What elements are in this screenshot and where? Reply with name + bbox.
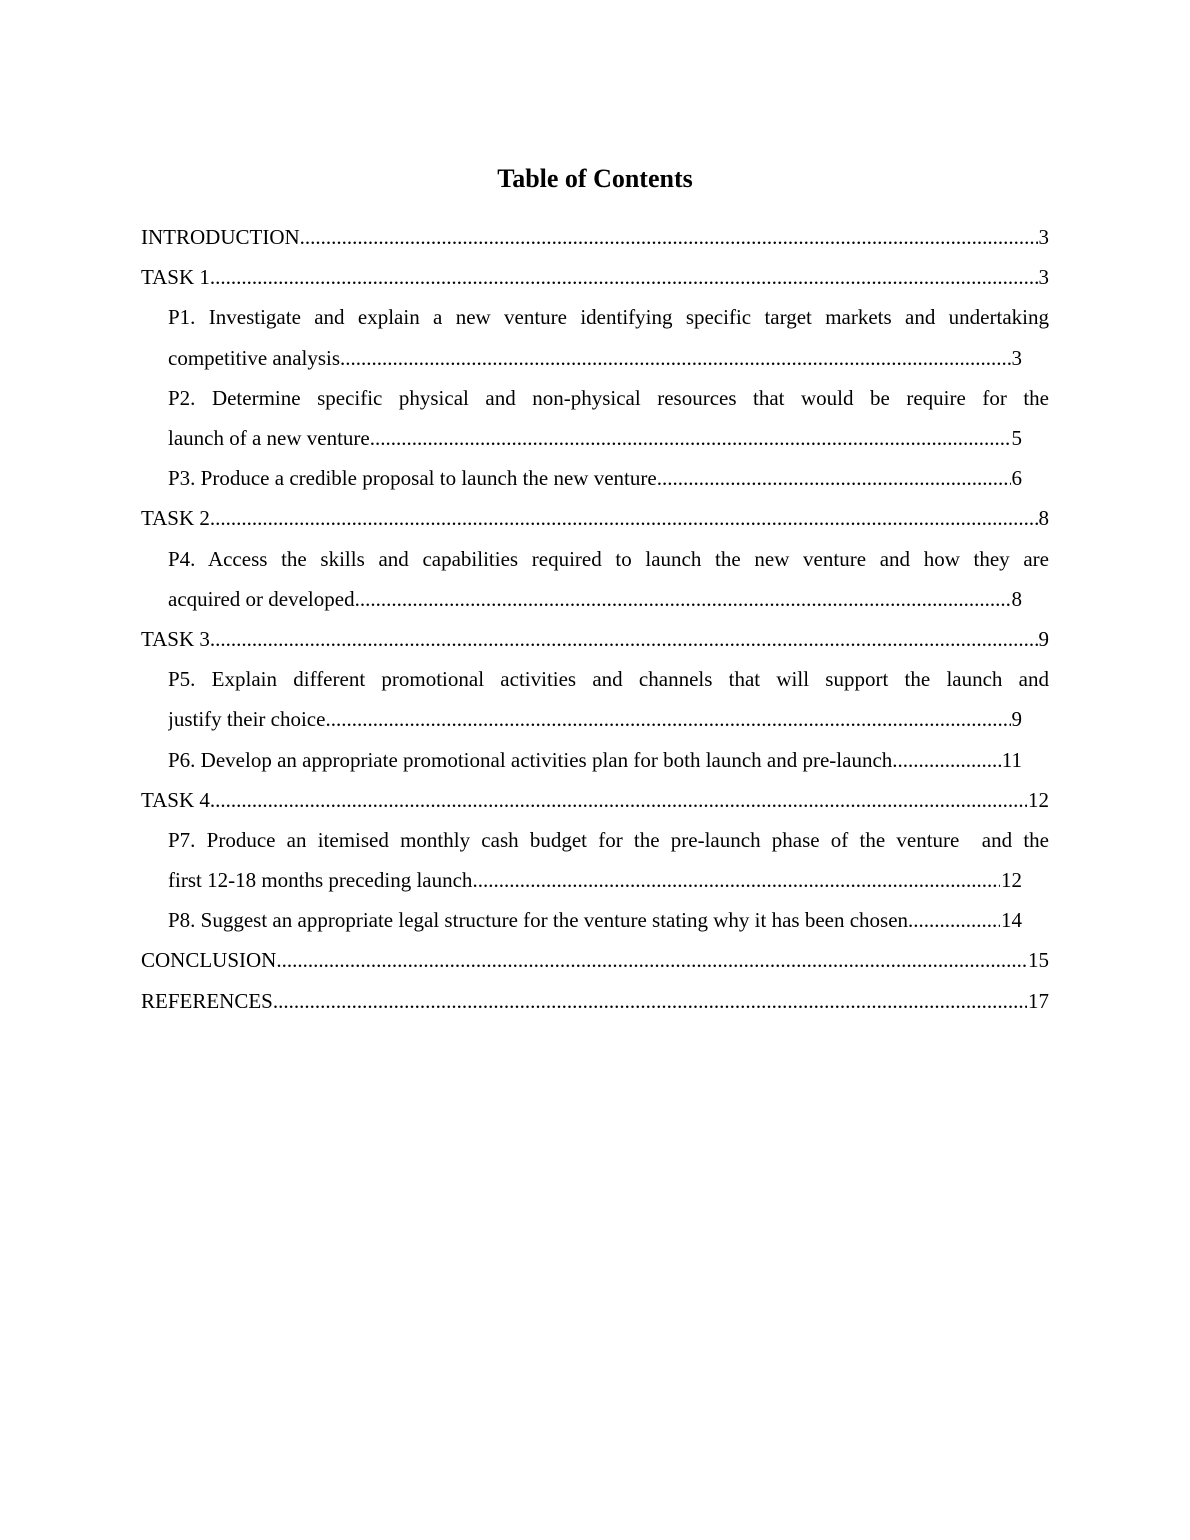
toc-entry-p1[interactable] (168, 297, 1049, 377)
toc-leader-dots (300, 217, 1038, 257)
toc-entry-label-line-1: P5. Explain different promotional activities and channels that will support the launch and (168, 667, 1049, 692)
toc-page-number: 5 (1011, 425, 1022, 450)
toc-entry-task-3[interactable] (141, 619, 1049, 659)
toc-leader-dots (210, 619, 1038, 659)
toc-entry-label: TASK 1 (141, 265, 210, 290)
toc-entry-label: P8. Suggest an appropriate legal structure for the venture stating why it has been chosen. (168, 908, 914, 933)
toc-leader-dots (325, 699, 1010, 739)
toc-entry-p4[interactable] (168, 539, 1049, 619)
toc-leader-dots (340, 338, 1010, 378)
toc-entry-label: REFERENCES (141, 988, 273, 1013)
toc-page-number: 11 (1001, 747, 1022, 772)
toc-entry-introduction[interactable] (141, 217, 1049, 257)
toc-page-number: 8 (1038, 506, 1049, 531)
toc-entry-p3[interactable] (168, 458, 1022, 498)
toc-leader-dots (210, 780, 1027, 820)
toc-leader-dots (657, 458, 1011, 498)
toc-page-number: 12 (1001, 868, 1022, 893)
toc-entry-label: acquired or developed (168, 586, 355, 611)
toc-list (141, 217, 1049, 1021)
toc-page-number: 9 (1011, 707, 1022, 732)
toc-entry-p7[interactable] (168, 820, 1049, 900)
toc-entry-label-line-1: P2. Determine specific physical and non-physical resources that would be require for the (168, 385, 1049, 410)
toc-page-number: 17 (1028, 988, 1049, 1013)
toc-leader-dots (210, 257, 1038, 297)
toc-leader-dots (276, 940, 1027, 980)
page-title: Table of Contents (497, 164, 693, 193)
toc-entry-p8[interactable] (168, 900, 1022, 940)
toc-entry-label: CONCLUSION (141, 948, 277, 973)
toc-entry-label-line-1: P1. Investigate and explain a new venture identifying specific target markets and undertaking (168, 305, 1049, 330)
toc-entry-p5[interactable] (168, 659, 1049, 739)
toc-entry-label: TASK 4 (141, 787, 210, 812)
toc-leader-dots (472, 860, 1000, 900)
toc-page-number: 9 (1038, 626, 1049, 651)
toc-leader-dots (355, 579, 1011, 619)
toc-entry-label: competitive analysis (168, 345, 341, 370)
toc-entry-label: P3. Produce a credible proposal to launch the new venture (168, 466, 657, 491)
toc-leader-dots (210, 498, 1038, 538)
toc-leader-dots (913, 900, 1000, 940)
toc-page-number: 3 (1011, 345, 1022, 370)
toc-entry-label: first 12-18 months preceding launch (168, 868, 473, 893)
toc-entry-label: TASK 3 (141, 626, 210, 651)
toc-leader-dots (273, 981, 1027, 1021)
toc-page-number: 14 (1001, 908, 1022, 933)
toc-page-number: 15 (1028, 948, 1049, 973)
toc-page-number: 8 (1011, 586, 1022, 611)
toc-entry-task-2[interactable] (141, 498, 1049, 538)
toc-entry-label-line-1: P4. Access the skills and capabilities required to launch the new venture and how they are (168, 546, 1049, 571)
toc-entry-task-1[interactable] (141, 257, 1049, 297)
toc-entry-label: launch of a new venture (168, 425, 370, 450)
toc-entry-label: TASK 2 (141, 506, 210, 531)
toc-page-number: 3 (1038, 225, 1049, 249)
toc-entry-label-line-1: P7. Produce an itemised monthly cash budget for the pre-launch phase of the venture and the (168, 827, 1049, 852)
toc-page-number: 12 (1028, 787, 1049, 812)
toc-entry-label: justify their choice (168, 707, 326, 732)
toc-leader-dots (898, 740, 1001, 780)
toc-entry-task-4[interactable] (141, 780, 1049, 820)
toc-page-number: 3 (1038, 265, 1049, 290)
toc-entry-conclusion[interactable] (141, 940, 1049, 980)
toc-page-number: 6 (1011, 466, 1022, 491)
toc-entry-p2[interactable] (168, 378, 1049, 458)
toc-leader-dots (370, 418, 1011, 458)
toc-entry-label: P6. Develop an appropriate promotional activities plan for both launch and pre-launch. (168, 747, 898, 772)
toc-entry-references[interactable] (141, 981, 1049, 1021)
toc-entry-p6[interactable] (168, 740, 1022, 780)
toc-entry-label: INTRODUCTION (141, 225, 300, 249)
